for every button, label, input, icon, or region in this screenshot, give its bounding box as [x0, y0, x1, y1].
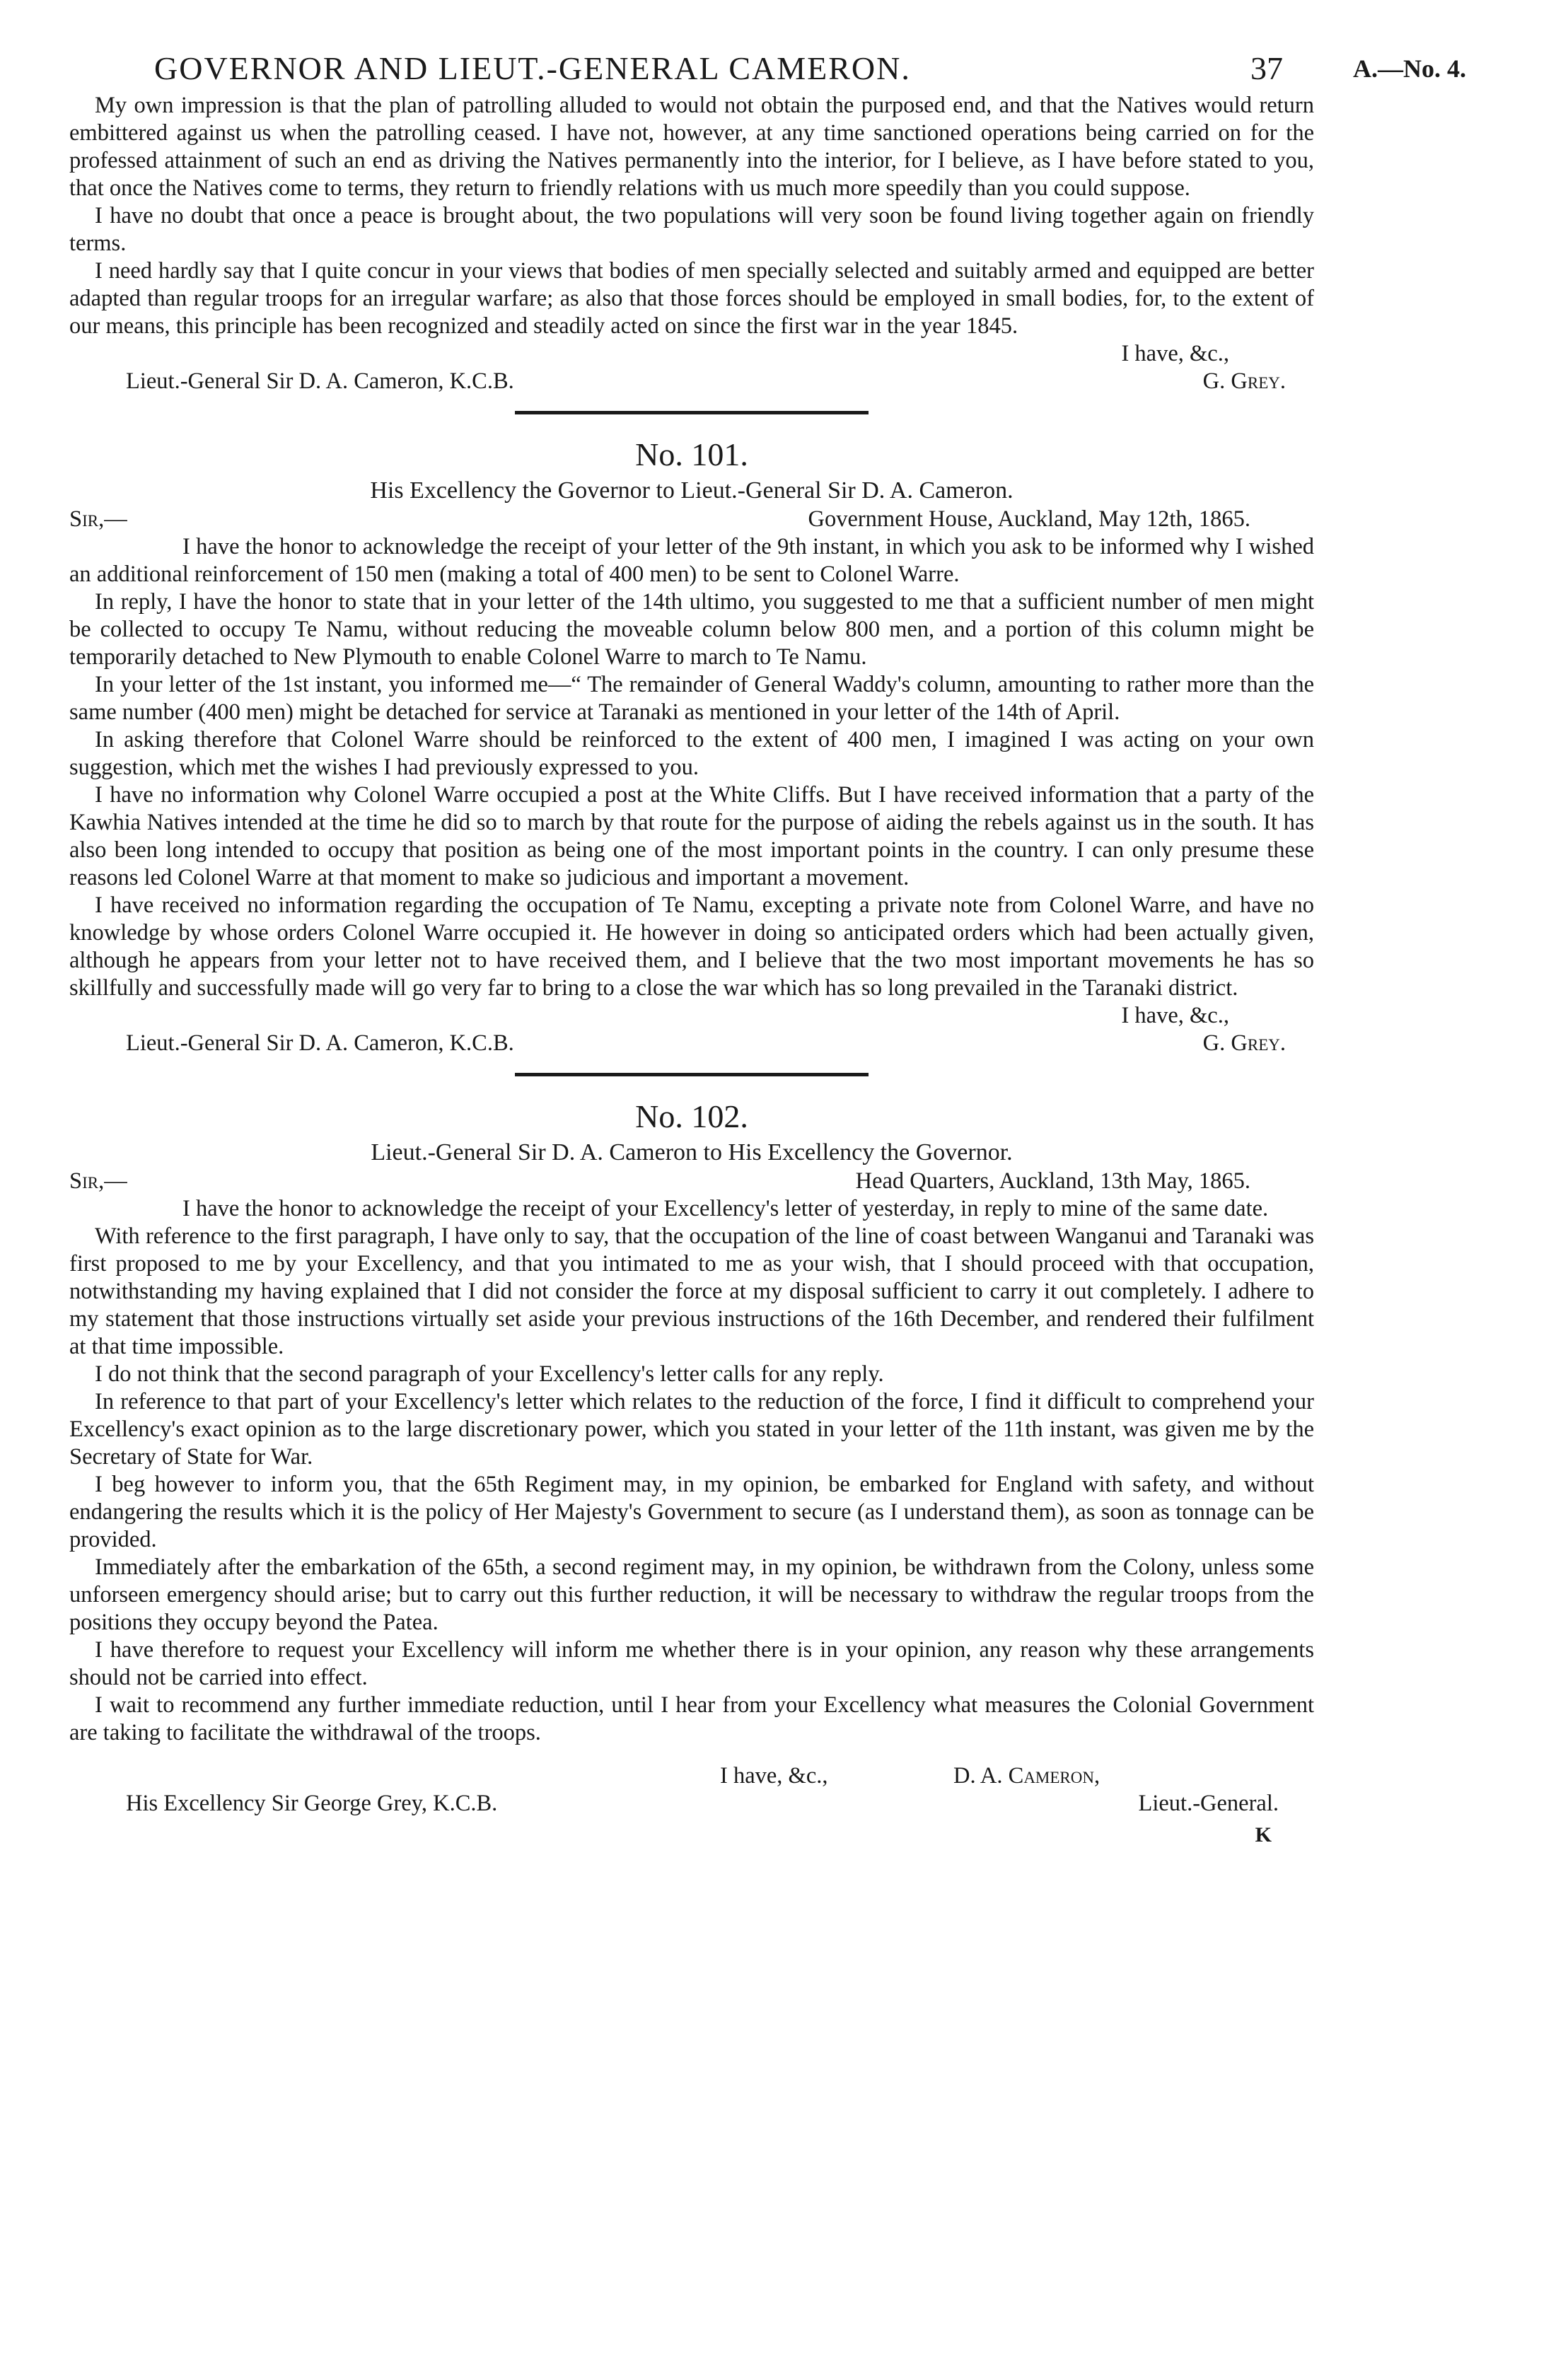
signature: D. A. Cameron,	[953, 1763, 1100, 1789]
addressee-line	[69, 368, 1314, 395]
signature: G. Grey.	[1202, 1030, 1286, 1056]
paragraph: I have no doubt that once a peace is brought about, the two populations will very soon be found living together again on friendly terms.	[69, 203, 1314, 256]
paragraph: I wait to recommend any further immediate reduction, until I hear from your Excellency what measures the Colonial Government are taking to facilitate the withdrawal of the troops.	[69, 1692, 1314, 1745]
place-date: Government House, Auckland, May 12th, 1865.	[808, 506, 1250, 532]
addressee: Lieut.-General Sir D. A. Cameron, K.C.B.	[126, 1030, 514, 1056]
section-divider	[515, 411, 869, 414]
letter-continuation	[69, 92, 1314, 395]
addressee-line	[69, 1030, 1314, 1057]
addressee: His Excellency Sir George Grey, K.C.B.	[126, 1791, 498, 1816]
closing-line	[69, 340, 1314, 368]
addressee-line	[69, 1790, 1314, 1818]
letter-102	[69, 1098, 1314, 1847]
paragraph: In reply, I have the honor to state that in your letter of the 14th ultimo, you suggested to me that a sufficient number of men might be collected to occupy Te Namu, without reducing the moveable column below 800 men, and a portion of this column might be temporarily detached to New Plymouth to enable Colonel Warre to march to Te Namu.	[69, 589, 1314, 670]
letter-number: No. 101.	[635, 436, 748, 472]
paragraph: With reference to the first paragraph, I have only to say, that the occupation of the line of coast between Wanganui and Taranaki was first proposed to me by your Excellency, and that you intimated to me as your wish, that I should proceed with that occupation, notwithstanding my having explained that I did not consider the force at my disposal sufficient to carry it out completely. I adhere to my statement that those instructions virtually set aside your previous instructions of the 16th December, and rendered their fulfilment at that time impossible.	[69, 1223, 1314, 1359]
paragraph: In asking therefore that Colonel Warre should be reinforced to the extent of 400 men, I imagined I was acting on your own suggestion, which met the wishes I had previously expressed to you.	[69, 727, 1314, 780]
salutation-line	[69, 506, 1314, 533]
closing: I have, &c.,	[720, 1763, 828, 1789]
letter-subtitle: His Excellency the Governor to Lieut.-General Sir D. A. Cameron.	[370, 477, 1014, 504]
paragraph: I need hardly say that I quite concur in your views that bodies of men specially selected and suitably armed and equipped are better adapted than regular troops for an irregular warfare; as also that those forces should be employed in small bodies, for, to the extent of our means, this principle has been recognized and steadily acted on since the first war in the year 1845.	[69, 258, 1314, 339]
paragraph: Immediately after the embarkation of the 65th, a second regiment may, in my opinion, be withdrawn from the Colony, unless some unforseen emergency should arise; but to carry out this further reduction, it will be necessary to withdraw the regular troops from the positions they occupy beyond the Patea.	[69, 1554, 1314, 1635]
place-date: Head Quarters, Auckland, 13th May, 1865.	[855, 1168, 1250, 1194]
letter-number: No. 102.	[635, 1098, 748, 1134]
salutation-line	[69, 1168, 1314, 1195]
running-title: GOVERNOR AND LIEUT.-GENERAL CAMERON.	[154, 50, 911, 86]
document-page	[69, 42, 1466, 1847]
paper-reference: A.—No. 4.	[1353, 54, 1466, 83]
addressee: Lieut.-General Sir D. A. Cameron, K.C.B.	[126, 368, 514, 394]
paragraph: I have the honor to acknowledge the receipt of your letter of the 9th instant, in which you ask to be informed why I wished an additional reinforcement of 150 men (making a total of 400 men) to be sent to Colonel Warre.	[69, 534, 1314, 587]
paragraph: I have received no information regarding the occupation of Te Namu, excepting a private note from Colonel Warre, and have no knowledge by whose orders Colonel Warre occupied it. He however in doing so anticipated orders which had been actually given, although he appears from your letter not to have received them, and I believe that the two most important movements he has so skillfully and successfully made will go very far to bring to a close the war which has so long prevailed in the Taranaki district.	[69, 892, 1314, 1001]
salutation: Sir,—	[69, 506, 127, 532]
closing-line	[69, 1002, 1314, 1030]
paragraph: I beg however to inform you, that the 65th Regiment may, in my opinion, be embarked for England with safety, and without endangering the results which it is the policy of Her Majesty's Government to secure (as I understand them), as soon as tonnage can be provided.	[69, 1472, 1314, 1552]
closing-block	[69, 1762, 1314, 1818]
paragraph: I do not think that the second paragraph of your Excellency's letter calls for any reply.	[95, 1361, 884, 1387]
salutation: Sir,—	[69, 1168, 127, 1194]
paragraph: My own impression is that the plan of patrolling alluded to would not obtain the purposed end, and that the Natives would return embittered against us when the patrolling ceased. I have not, however, at any time sanctioned operations being carried on for the professed attainment of such an end as driving the Natives permanently into the interior, for I believe, as I have before stated to you, that once the Natives come to terms, they return to friendly relations with us much more speedily than you could suppose.	[69, 93, 1314, 201]
page-number: 37	[1250, 50, 1283, 86]
signature-mark: K	[1255, 1823, 1272, 1847]
section-divider	[515, 1073, 869, 1076]
closing-line	[69, 1762, 1314, 1790]
page-header	[69, 42, 1466, 92]
closing: I have, &c.,	[1121, 341, 1229, 366]
letter-101	[69, 436, 1314, 1057]
paragraph: I have therefore to request your Excellency will inform me whether there is in your opinion, any reason why these arrangements should not be carried into effect.	[69, 1637, 1314, 1690]
signature-title: Lieut.-General.	[1138, 1791, 1279, 1816]
letter-subtitle: Lieut.-General Sir D. A. Cameron to His Excellency the Governor.	[371, 1139, 1013, 1165]
paragraph: In your letter of the 1st instant, you informed me—“ The remainder of General Waddy's column, amounting to rather more than the same number (400 men) might be detached for service at Taranaki as mentioned in your letter of the 14th of April.	[69, 672, 1314, 725]
paragraph: In reference to that part of your Excellency's letter which relates to the reduction of the force, I find it difficult to comprehend your Excellency's exact opinion as to the large discretionary power, which you stated in your letter of the 11th instant, was given me by the Secretary of State for War.	[69, 1389, 1314, 1470]
signature: G. Grey.	[1202, 368, 1286, 394]
paragraph: I have the honor to acknowledge the receipt of your Excellency's letter of yesterday, in reply to mine of the same date.	[182, 1196, 1269, 1221]
paragraph: I have no information why Colonel Warre occupied a post at the White Cliffs. But I have received information that a party of the Kawhia Natives intended at the time he did so to march by that route for the purpose of aiding the rebels against us in the south. It has also been long intended to occupy that position as being one of the most important points in the country. I can only presume these reasons led Colonel Warre at that moment to make so judicious and important a movement.	[69, 782, 1314, 890]
closing: I have, &c.,	[1121, 1003, 1229, 1028]
